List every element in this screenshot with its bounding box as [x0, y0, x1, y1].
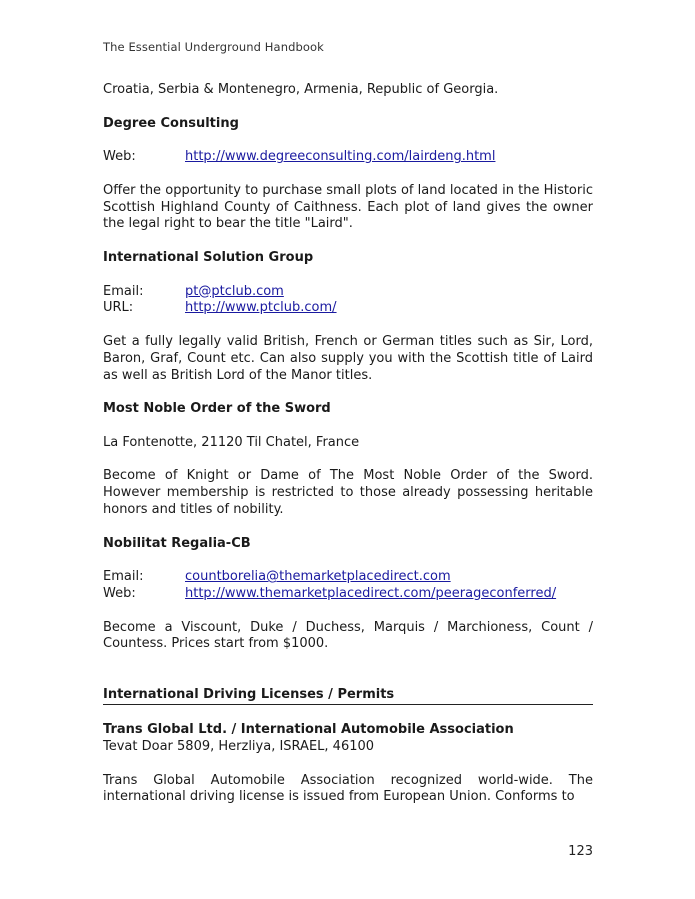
entry-description: Trans Global Automobile Association recognized world-wide. The international driving license is issued from European Union. Conforms to [103, 772, 593, 805]
contact-label: Email: [103, 283, 144, 299]
web-link[interactable]: http://www.degreeconsulting.com/lairdeng.html [185, 149, 496, 165]
intro-line: Croatia, Serbia & Montenegro, Armenia, Republic of Georgia. [103, 82, 499, 97]
email-link[interactable]: countborelia@themarketplacedirect.com [185, 569, 451, 585]
entry-title: Most Noble Order of the Sword [103, 401, 331, 417]
page-body [103, 82, 593, 806]
entry-most-noble-order [103, 401, 593, 519]
entry-title: International Solution Group [103, 249, 314, 265]
entry-nobilitat-regalia [103, 536, 593, 654]
entry-title: Nobilitat Regalia-CB [103, 535, 251, 551]
entry-description: Offer the opportunity to purchase small plots of land located in the Historic Scottish Highland County of Caithness. Each plot of land gives the owner the legal right to bear the title "Laird". [103, 182, 593, 232]
contact-block [103, 569, 593, 603]
contact-row [103, 300, 593, 317]
entry-description: Become a Viscount, Duke / Duchess, Marquis / Marchioness, Count / Countess. Prices start from $1000. [103, 619, 593, 652]
entry-description: Become of Knight or Dame of The Most Noble Order of the Sword. However membership is restricted to those already possessing heritable honors and titles of nobility. [103, 468, 593, 517]
web-link[interactable]: http://www.themarketplacedirect.com/peerageconferred/ [185, 585, 557, 601]
entry-trans-global [103, 722, 593, 806]
page-number: 123 [568, 844, 593, 859]
contact-label: Web: [103, 149, 136, 165]
entry-title: Degree Consulting [103, 115, 239, 131]
url-link[interactable]: http://www.ptclub.com/ [185, 300, 337, 316]
contact-label: URL: [103, 300, 134, 316]
running-header: The Essential Underground Handbook [103, 40, 324, 54]
entry-title: Trans Global Ltd. / International Automobile Association [103, 722, 514, 738]
entry-address: Tevat Doar 5809, Herzliya, ISRAEL, 46100 [103, 739, 375, 755]
section-gap [103, 670, 593, 687]
contact-row [103, 586, 593, 603]
entry-degree-consulting [103, 116, 593, 234]
entry-international-solution-group [103, 250, 593, 384]
contact-row [103, 149, 593, 166]
contact-block [103, 149, 593, 166]
contact-block [103, 284, 593, 318]
contact-row [103, 569, 593, 586]
contact-label: Email: [103, 569, 144, 585]
entry-description: Get a fully legally valid British, French or German titles such as Sir, Lord, Baron, Graf, Count etc. Can also supply you with the Scottish title of Laird as well as British Lord of the Manor titles. [103, 333, 593, 383]
email-link[interactable]: pt@ptclub.com [185, 283, 284, 299]
entry-address: La Fontenotte, 21120 Til Chatel, France [103, 434, 360, 450]
contact-label: Web: [103, 585, 136, 601]
section-title: International Driving Licenses / Permits [103, 687, 593, 706]
contact-row [103, 284, 593, 301]
